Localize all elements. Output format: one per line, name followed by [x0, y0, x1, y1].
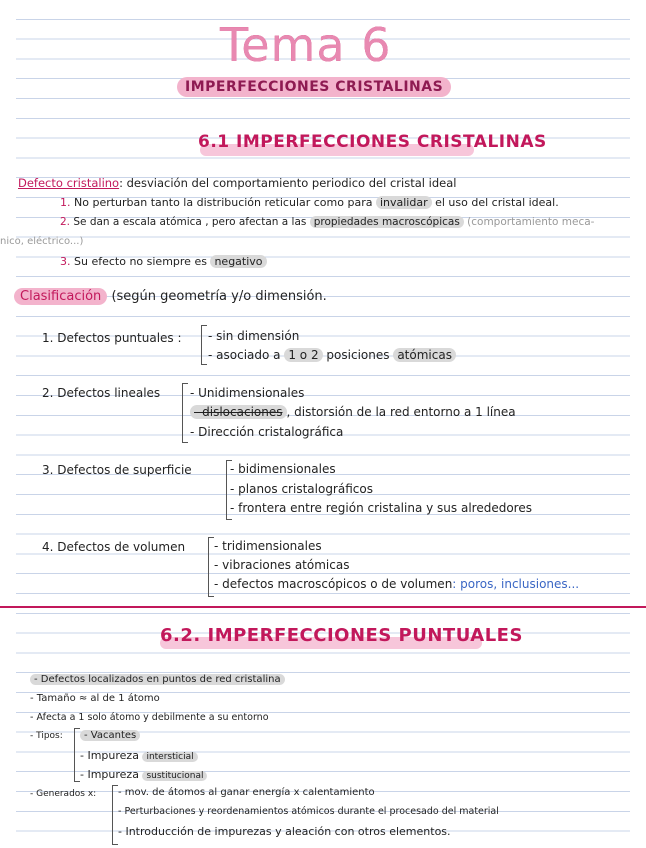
group-4-item-3-examples: : poros, inclusiones...	[452, 577, 580, 591]
classification-term: Clasificación	[14, 288, 107, 305]
group-4-item-3	[214, 578, 579, 590]
group-2-item-2-highlight: - dislocaciones	[190, 405, 287, 419]
group-4-item-2: - vibraciones atómicas	[214, 558, 350, 572]
tipo-1	[80, 731, 140, 741]
point-2-text-a: Se dan a escala atómica , pero afectan a las	[73, 216, 307, 228]
group-1-item-2-a: - asociado a	[208, 348, 281, 362]
point-3-text-a: Su efecto no siempre es	[74, 255, 207, 268]
section-heading-2: 6.2. IMPERFECCIONES PUNTUALES	[160, 625, 523, 646]
definition-text: desviación del comportamiento periodico del cristal ideal	[126, 176, 457, 190]
tipo-3-label: - Impureza	[80, 768, 139, 781]
page-subtitle: IMPERFECCIONES CRISTALINAS	[177, 77, 451, 97]
group-3-title: 3. Defectos de superficie	[42, 463, 192, 477]
group-1-bracket	[201, 325, 207, 365]
point-1-num: 1.	[60, 196, 71, 209]
definition-term: Defecto cristalino	[18, 176, 120, 190]
bullet-3: - Afecta a 1 solo átomo y debilmente a su entorno	[30, 712, 269, 723]
point-1-text-a: No perturban tanto la distribución reticular como para	[74, 196, 373, 209]
group-3-item-2: - planos cristalográficos	[230, 482, 373, 496]
definition-line	[18, 178, 456, 190]
point-2-num: 2.	[60, 216, 71, 228]
bullet-1	[30, 675, 285, 685]
tipo-2-label: - Impureza	[80, 749, 139, 762]
group-1-item-2	[208, 349, 456, 361]
point-1-highlight: invalidar	[376, 196, 432, 209]
point-3-num: 3.	[60, 255, 71, 268]
definition-colon: :	[119, 176, 123, 190]
point-2-highlight: propiedades macroscópicas	[310, 216, 464, 228]
tipo-2	[80, 750, 198, 762]
point-3	[60, 256, 267, 267]
point-2	[60, 217, 594, 228]
tipo-3	[80, 769, 207, 781]
group-1-item-2-b: posiciones	[326, 348, 390, 362]
classification-line	[14, 290, 327, 303]
group-1-item-1: - sin dimensión	[208, 329, 300, 343]
point-2-continuation: nico, eléctrico...)	[0, 236, 84, 247]
group-1-title: 1. Defectos puntuales :	[42, 331, 182, 345]
generados-item-3: - Introducción de impurezas y aleación con otros elementos.	[118, 825, 451, 838]
point-2-text-c: (comportamiento meca-	[467, 216, 595, 228]
group-4-item-3-text: - defectos macroscópicos o de volumen	[214, 577, 453, 591]
group-4-title: 4. Defectos de volumen	[42, 540, 186, 554]
group-2-bracket	[182, 383, 188, 443]
section-heading-1: 6.1 IMPERFECCIONES CRISTALINAS	[198, 132, 547, 152]
point-1	[60, 197, 559, 208]
group-2-item-2	[190, 406, 516, 418]
group-2-item-1: - Unidimensionales	[190, 386, 305, 400]
tipos-label: - Tipos:	[30, 731, 63, 741]
group-3-item-3: - frontera entre región cristalina y sus alrededores	[230, 501, 532, 515]
tipo-2-highlight: intersticial	[142, 752, 197, 762]
bullet-2: - Tamaño ≈ al de 1 átomo	[30, 693, 160, 704]
generados-item-1: - mov. de átomos al ganar energía x calentamiento	[118, 787, 375, 798]
section-divider	[0, 606, 646, 608]
generados-item-2: - Perturbaciones y reordenamientos atómicos durante el procesado del material	[118, 806, 499, 817]
bullet-1-text: - Defectos localizados en puntos de red cristalina	[30, 674, 285, 685]
classification-text: (según geometría y/o dimensión.	[111, 289, 327, 304]
group-2-item-2-text: , distorsión de la red entorno a 1 línea	[286, 405, 516, 419]
point-1-text-c: el uso del cristal ideal.	[435, 196, 559, 209]
group-3-item-1: - bidimensionales	[230, 462, 336, 476]
group-2-item-3: - Dirección cristalográfica	[190, 425, 344, 439]
group-1-item-2-highlight: 1 o 2	[284, 348, 322, 362]
point-3-highlight: negativo	[210, 255, 266, 268]
tipo-3-highlight: sustitucional	[142, 771, 207, 781]
group-4-item-1: - tridimensionales	[214, 539, 322, 553]
tipo-1-text: - Vacantes	[80, 730, 140, 741]
group-2-title: 2. Defectos lineales	[42, 386, 161, 400]
generados-label: - Generados x:	[30, 789, 97, 799]
page-title: Tema 6	[220, 18, 392, 72]
group-1-item-2-highlight-2: atómicas	[393, 348, 456, 362]
